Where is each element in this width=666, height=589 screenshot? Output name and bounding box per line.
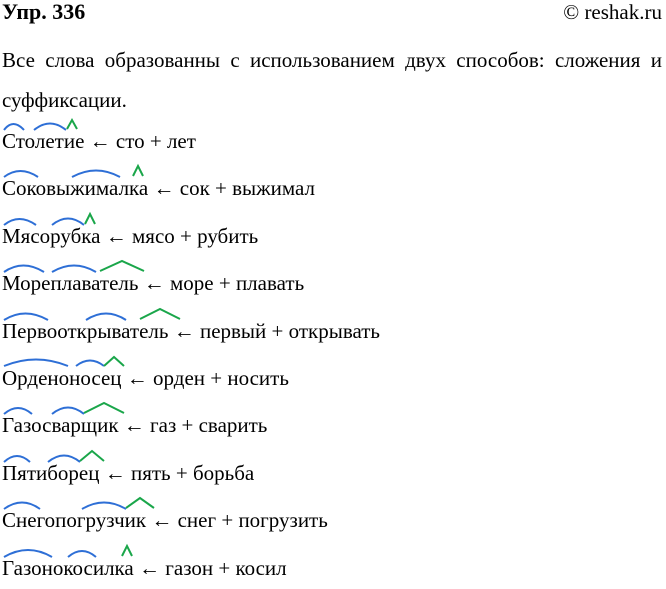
analysis-row — [0, 399, 666, 446]
row-text — [2, 176, 315, 200]
analyzed-word: Мясорубка — [2, 223, 101, 248]
row-text — [2, 271, 304, 295]
word-derivation: ← первый + открывать — [168, 318, 381, 343]
word-derivation: ← сок + выжимал — [148, 176, 316, 201]
suffix-mark — [122, 546, 132, 556]
analysis-row — [0, 257, 666, 304]
word-derivation: ← пять + борьба — [99, 460, 255, 485]
page-header — [0, 0, 666, 26]
row-text — [2, 461, 254, 485]
analyzed-word: Пятиборец — [2, 460, 100, 485]
analyzed-word: Газосварщик — [2, 413, 119, 438]
analyzed-word: Первооткрыватель — [2, 318, 169, 343]
analysis-row — [0, 210, 666, 257]
suffix-mark — [140, 309, 180, 319]
analyzed-word: Газонокосилка — [2, 555, 134, 580]
suffix-mark — [104, 357, 124, 366]
suffix-mark — [84, 403, 124, 413]
suffix-mark — [126, 498, 154, 508]
analyzed-word: Мореплаватель — [2, 271, 139, 296]
suffix-mark — [133, 166, 143, 176]
suffix-mark — [85, 214, 95, 224]
analyzed-word: Столетие — [2, 129, 85, 153]
task-statement: Все слова образованны с использованием двух способов: сложения и суффиксации. — [2, 48, 662, 112]
site-credit: © reshak.ru — [563, 0, 662, 24]
analysis-row — [0, 447, 666, 494]
analysis-row — [0, 542, 666, 589]
analyzed-word: Соковыжималка — [2, 176, 149, 201]
word-derivation: ← снег + погрузить — [146, 508, 328, 533]
row-text — [2, 129, 196, 153]
row-text — [2, 319, 380, 343]
analysis-row — [0, 352, 666, 399]
analysis-row — [0, 494, 666, 541]
analyzed-word: Орденоносец — [2, 365, 122, 390]
row-text — [2, 508, 328, 532]
analysis-row — [0, 115, 666, 162]
suffix-mark — [67, 120, 77, 129]
row-text — [2, 556, 287, 580]
word-analysis-list — [0, 115, 666, 589]
suffix-mark — [80, 451, 104, 461]
row-text — [2, 413, 267, 437]
word-derivation: ← сто + лет — [84, 129, 196, 153]
word-derivation: ← газон + косил — [133, 555, 287, 580]
suffix-mark — [100, 261, 144, 271]
word-derivation: ← орден + носить — [121, 365, 289, 390]
analysis-row — [0, 162, 666, 209]
row-text — [2, 224, 258, 248]
analysis-row — [0, 305, 666, 352]
word-derivation: ← море + плавать — [138, 271, 305, 296]
word-derivation: ← мясо + рубить — [100, 223, 259, 248]
word-derivation: ← газ + сварить — [118, 413, 268, 438]
exercise-title: Упр. 336 — [2, 0, 86, 24]
analyzed-word: Снегопогрузчик — [2, 508, 147, 533]
row-text — [2, 366, 289, 390]
